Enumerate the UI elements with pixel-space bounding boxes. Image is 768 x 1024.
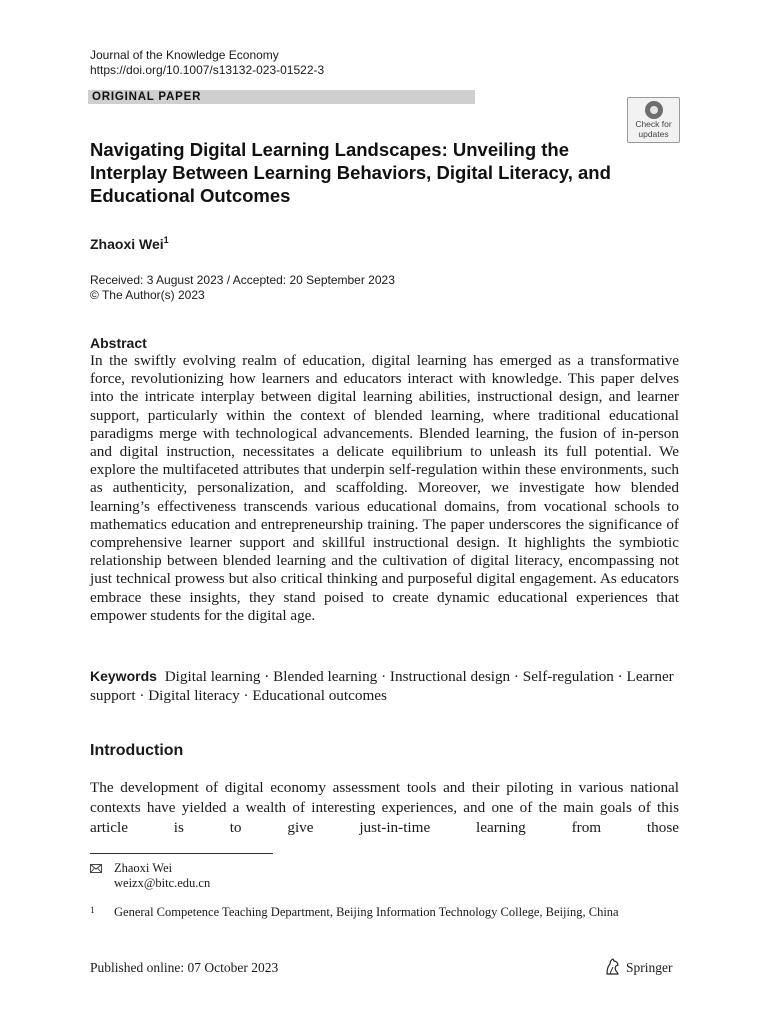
copyright: © The Author(s) 2023 (90, 288, 205, 302)
contact-email[interactable]: weizx@bitc.edu.cn (114, 876, 211, 890)
badge-line-2: updates (638, 129, 669, 139)
article-type-bar (88, 90, 475, 104)
springer-horse-icon (604, 958, 621, 976)
received-accepted-dates: Received: 3 August 2023 / Accepted: 20 September 2023 (90, 273, 395, 287)
article-type-label: ORIGINAL PAPER (92, 91, 202, 103)
abstract-text: In the swiftly evolving realm of education, digital learning has emerged as a transformative force, revolutionizing how learners and educators interact with knowledge. This paper delves into the intricate interplay between digital learning abilities, instructional design, and learner support, particularly within the context of blended learning, where traditional educational paradigms merge with technological advancements. Blended learning, the fusion of in-person and digital instruction, necessitates a delicate equilibrium to unleash its full potential. We explore the multifaceted attributes that underpin self-regulation within these environments, such as authenticity, personalization, and scaffolding. Moreover, we investigate how blended learning’s effectiveness transcends various educational domains, from vocational schools to mathematics education and entrepreneurship training. The paper underscores the significance of comprehensive learner support and skillful instructional design. It highlights the symbiotic relationship between blended learning and the cultivation of digital literacy, encompassing not just technical prowess but also critical thinking and purposeful digital engagement. As educators embrace these insights, they stand poised to create dynamic educational experiences that empower students for the digital age. (90, 352, 679, 624)
introduction-heading: Introduction (90, 742, 184, 759)
journal-name: Journal of the Knowledge Economy (90, 48, 279, 62)
publisher-name: Springer (626, 960, 673, 975)
keywords-label: Keywords (90, 668, 157, 684)
abstract-heading: Abstract (90, 335, 147, 351)
check-for-updates-badge[interactable] (627, 97, 680, 143)
badge-line-1: Check for (635, 119, 672, 129)
envelope-icon (90, 864, 102, 873)
author-affiliation-marker: 1 (163, 235, 169, 245)
keywords (90, 667, 679, 705)
author (90, 231, 169, 253)
affiliation-text: General Competence Teaching Department, Beijing Information Technology College, Beijing, China (114, 905, 619, 919)
introduction-text: The development of digital economy assessment tools and their piloting in various national contexts have yielded a wealth of interesting experiences, and one of the main goals of this article is to give just-in-time learning from those (90, 779, 679, 836)
published-online: Published online: 07 October 2023 (90, 960, 279, 975)
author-name: Zhaoxi Wei (90, 236, 164, 252)
paper-title: Navigating Digital Learning Landscapes: Unveiling the Interplay Between Learning Behaviors, Digital Literacy, and Educational Outcomes (90, 139, 611, 206)
keywords-text: Digital learning · Blended learning · Instructional design · Self-regulation · Learner support · Digital literacy · Educational outcomes (90, 668, 674, 704)
footnote-divider (90, 853, 273, 854)
check-for-updates-icon (645, 101, 663, 119)
doi-link[interactable]: https://doi.org/10.1007/s13132-023-01522-3 (90, 63, 325, 77)
contact-name: Zhaoxi Wei (114, 861, 173, 875)
affiliation-number: 1 (90, 905, 95, 915)
